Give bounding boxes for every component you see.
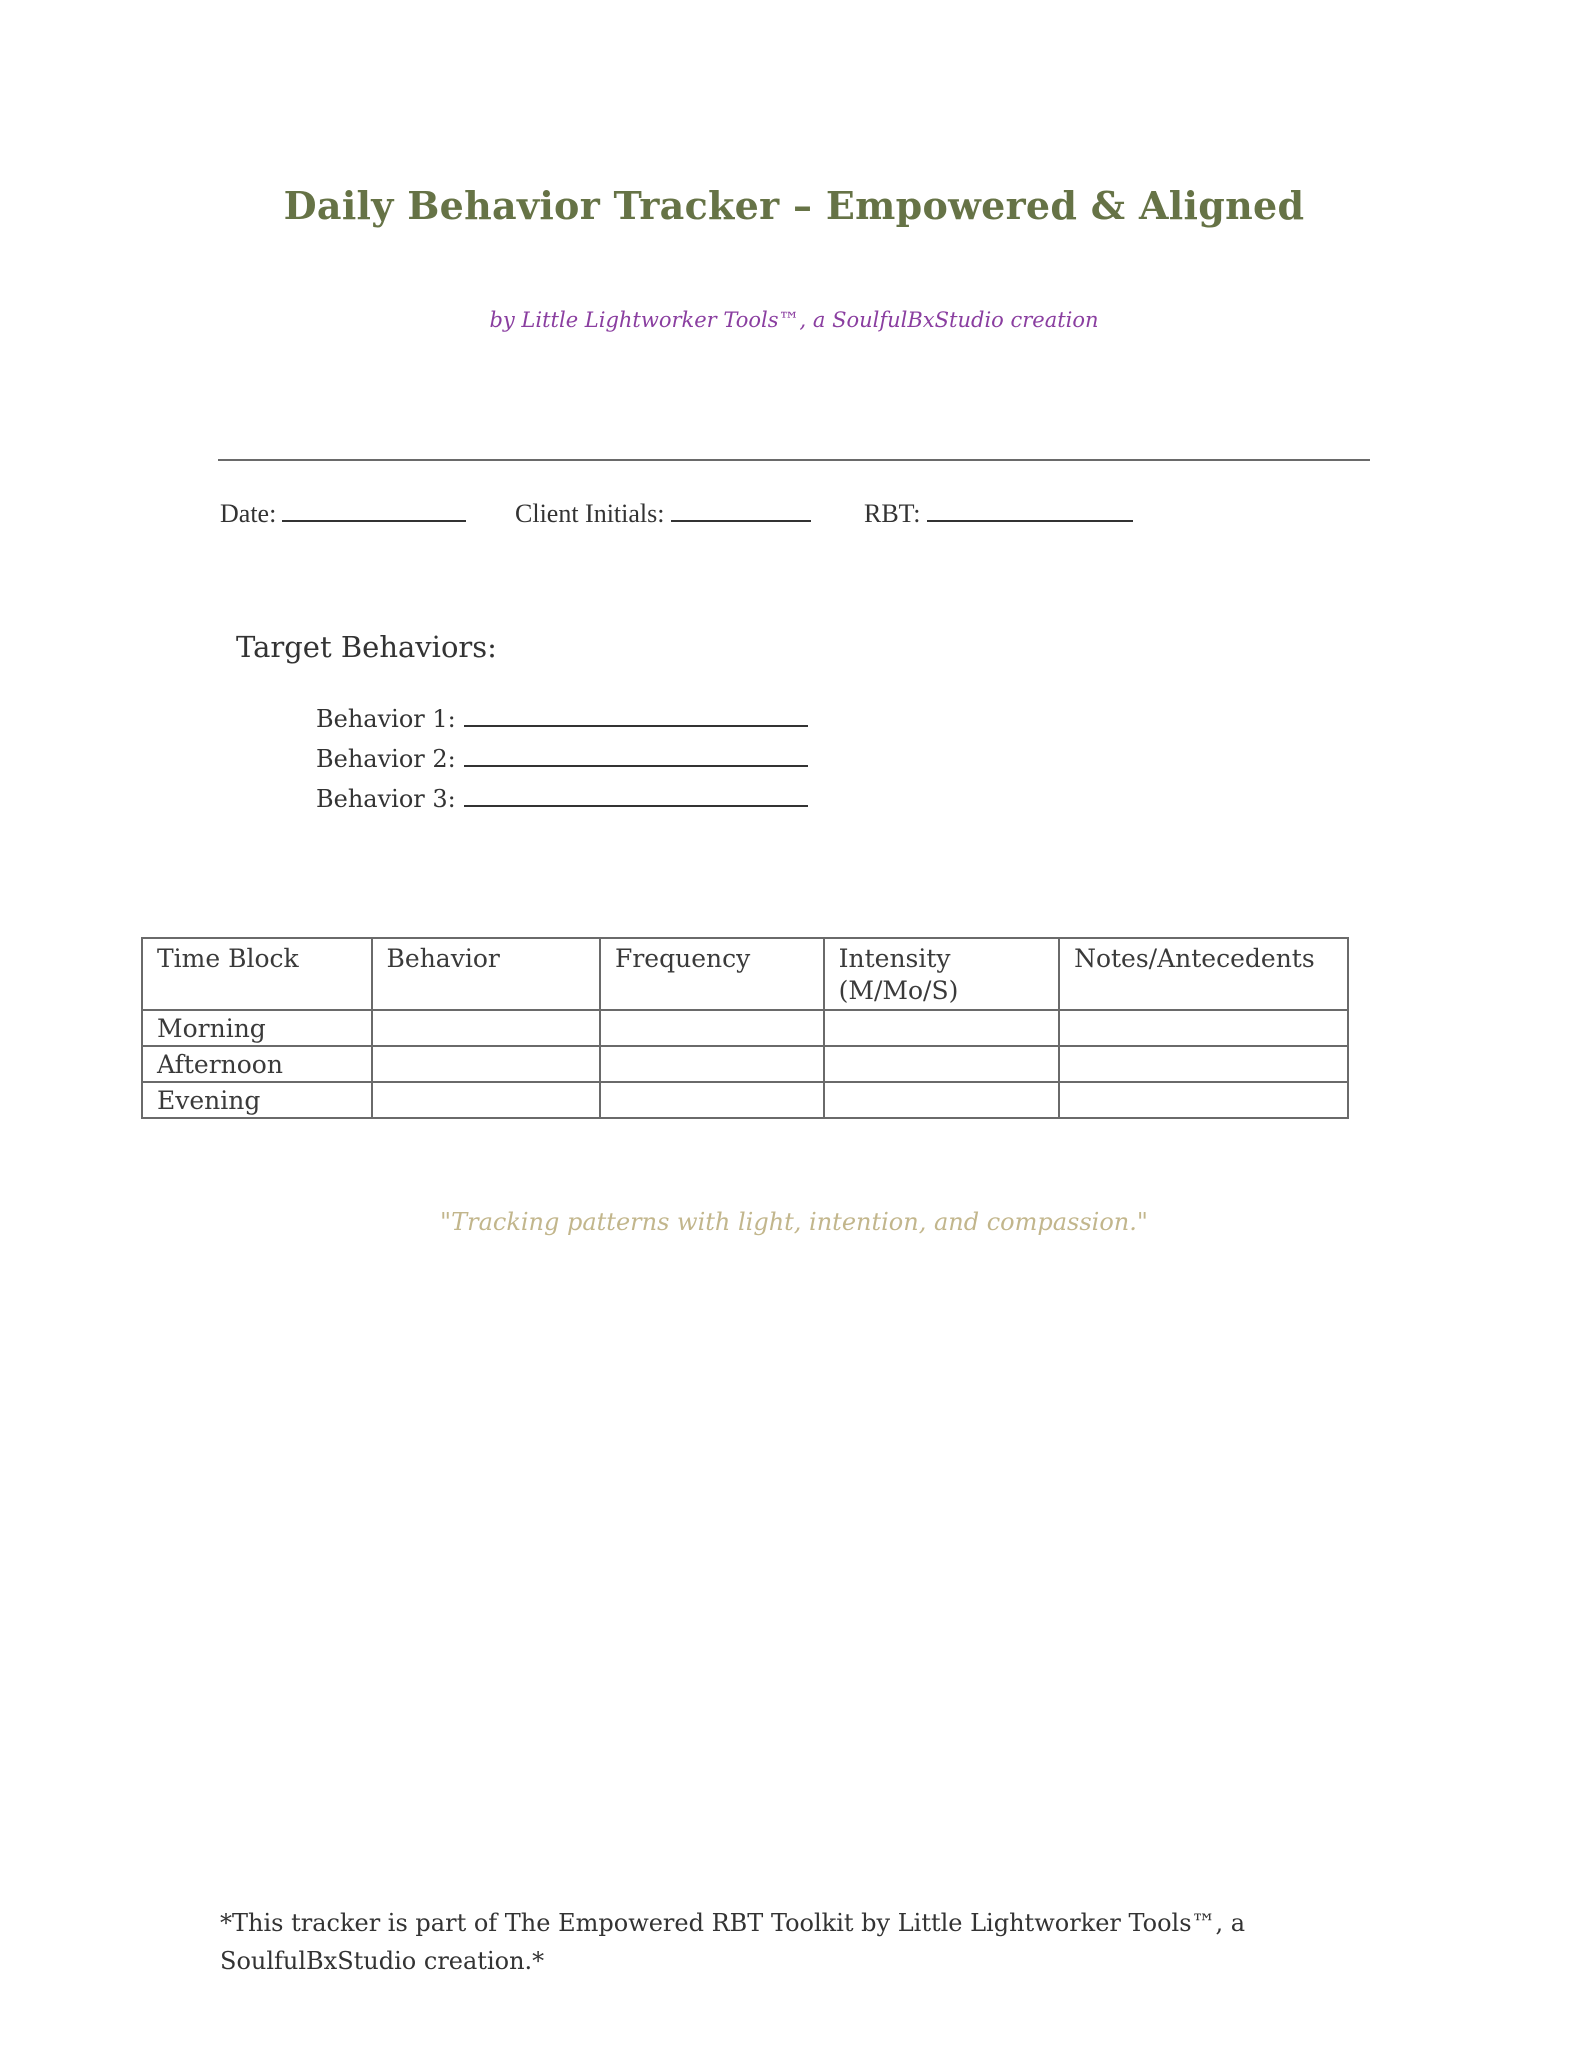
- document-subtitle: by Little Lightworker Tools™, a SoulfulBxStudio creation: [489, 308, 1099, 332]
- header-frequency: Frequency: [600, 938, 824, 1010]
- intensity-cell[interactable]: [824, 1082, 1059, 1118]
- client-initials-label: Client Initials:: [515, 499, 665, 528]
- header-intensity: Intensity (M/Mo/S): [824, 938, 1059, 1010]
- behavior-3-blank[interactable]: [464, 787, 808, 807]
- behavior-3-field: [316, 785, 808, 813]
- behavior-cell[interactable]: [372, 1010, 600, 1046]
- time-block-cell: Morning: [142, 1010, 372, 1046]
- time-block-cell: Evening: [142, 1082, 372, 1118]
- behavior-1-field: [316, 705, 808, 733]
- date-blank[interactable]: [282, 498, 466, 522]
- frequency-cell[interactable]: [600, 1082, 824, 1118]
- time-block-cell: Afternoon: [142, 1046, 372, 1082]
- frequency-cell[interactable]: [600, 1010, 824, 1046]
- client-initials-blank[interactable]: [671, 498, 811, 522]
- notes-cell[interactable]: [1059, 1010, 1348, 1046]
- behavior-3-label: Behavior 3:: [316, 785, 456, 813]
- client-initials-field: [515, 498, 811, 529]
- table-row: [142, 1082, 1348, 1118]
- behavior-cell[interactable]: [372, 1082, 600, 1118]
- header-behavior: Behavior: [372, 938, 600, 1010]
- header-fields: [0, 498, 1588, 538]
- notes-cell[interactable]: [1059, 1082, 1348, 1118]
- rbt-field: [864, 498, 1133, 529]
- table-header-row: [142, 938, 1348, 1010]
- frequency-cell[interactable]: [600, 1046, 824, 1082]
- behavior-cell[interactable]: [372, 1046, 600, 1082]
- notes-cell[interactable]: [1059, 1046, 1348, 1082]
- table-row: [142, 1046, 1348, 1082]
- date-label: Date:: [220, 499, 277, 528]
- quote-text: "Tracking patterns with light, intention, and compassion.": [440, 1208, 1148, 1236]
- table-row: [142, 1010, 1348, 1046]
- document-title: Daily Behavior Tracker – Empowered & Aligned: [283, 183, 1305, 228]
- header-time-block: Time Block: [142, 938, 372, 1010]
- target-behaviors-heading: Target Behaviors:: [236, 630, 497, 664]
- date-field: [220, 498, 466, 529]
- footer-note: *This tracker is part of The Empowered RBT Toolkit by Little Lightworker Tools™, a SoulfulBxStudio creation.*: [220, 1909, 1246, 1975]
- intensity-cell[interactable]: [824, 1010, 1059, 1046]
- header-notes-antecedents: Notes/Antecedents: [1059, 938, 1348, 1010]
- header-divider: [218, 459, 1370, 461]
- behavior-1-blank[interactable]: [464, 707, 808, 727]
- behavior-1-label: Behavior 1:: [316, 705, 456, 733]
- behavior-2-label: Behavior 2:: [316, 745, 456, 773]
- behavior-tracker-table: [141, 937, 1349, 1119]
- behavior-2-field: [316, 745, 808, 773]
- behavior-2-blank[interactable]: [464, 747, 808, 767]
- rbt-blank[interactable]: [927, 498, 1133, 522]
- intensity-cell[interactable]: [824, 1046, 1059, 1082]
- rbt-label: RBT:: [864, 499, 921, 528]
